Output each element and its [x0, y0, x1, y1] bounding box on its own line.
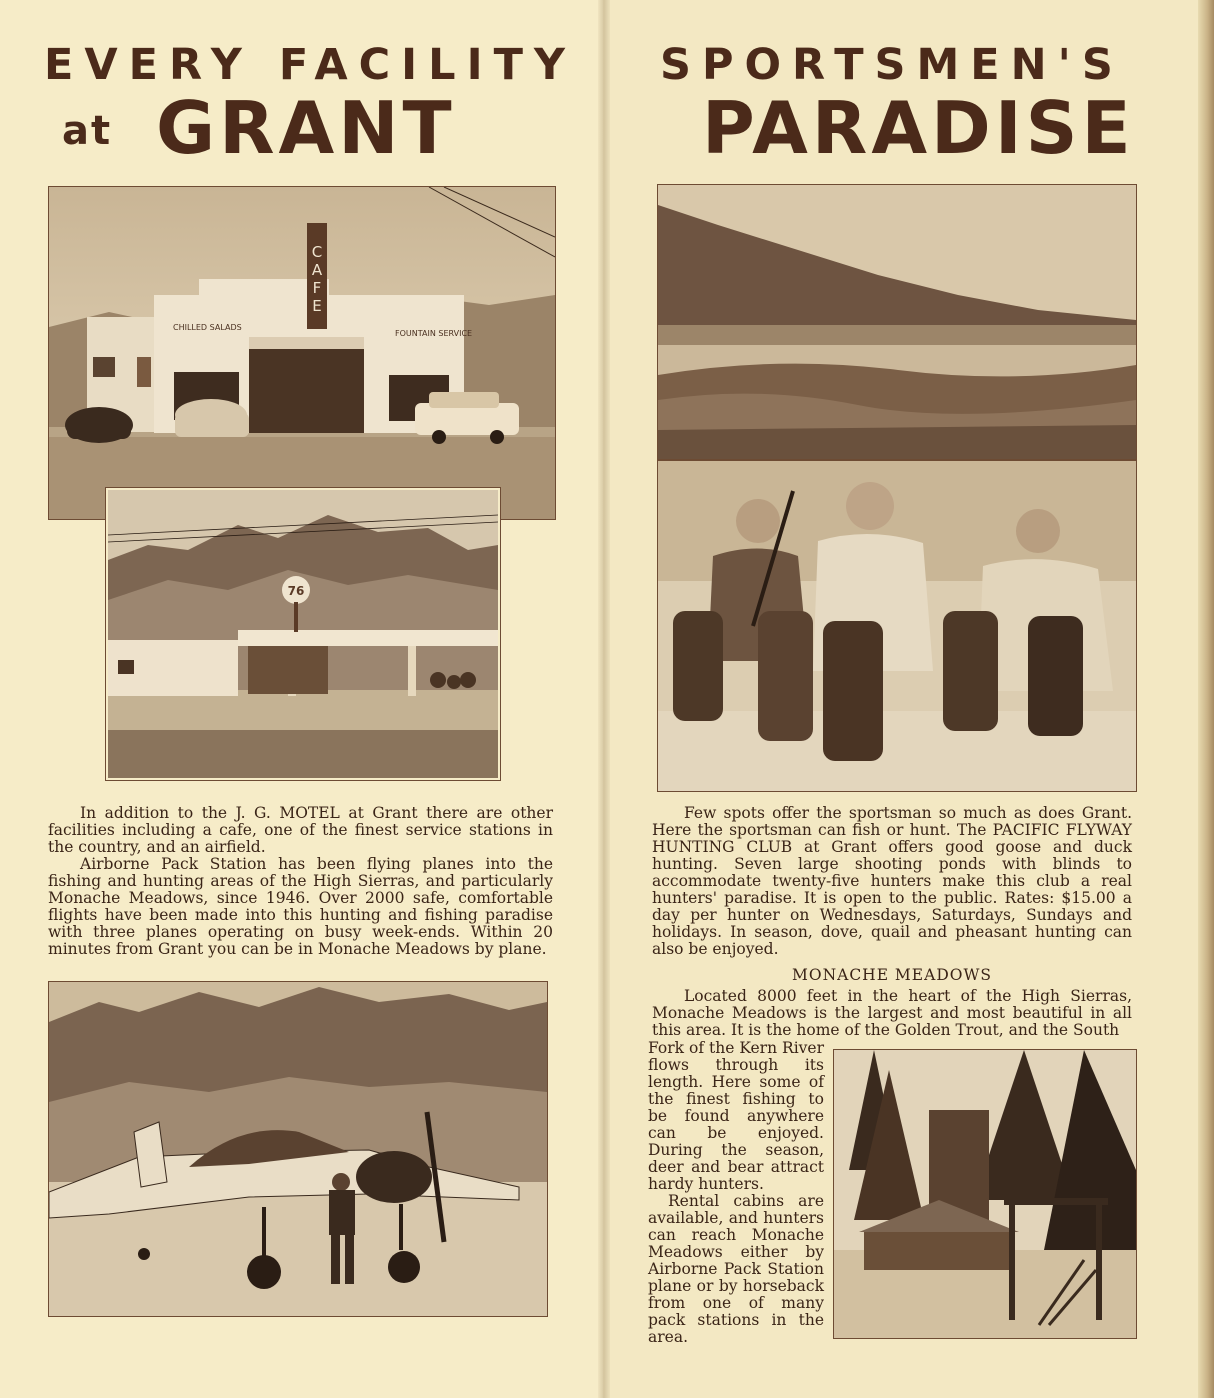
left-paragraph-1: In addition to the J. G. MOTEL at Grant there are other facilities including a cafe, one of the finest service stations in the country, and an airfield.: [48, 804, 553, 856]
cafe-photo: [48, 186, 556, 520]
monache-wrap-text: [648, 1040, 824, 1346]
airplane-photo: [48, 981, 548, 1317]
page-fold: [598, 0, 610, 1398]
monache-intro: [652, 988, 1132, 1039]
cafe-sign-right: FOUNTAIN SERVICE: [395, 329, 473, 338]
monache-wrap-paragraph: Fork of the Kern River flows through its length. Here some of the finest fishing to be found anywhere can be enjoyed. During the season, deer and bear attract hardy hunters.: [648, 1039, 824, 1193]
left-heading-line2: GRANT: [156, 86, 456, 170]
left-heading-at: at: [62, 108, 113, 154]
forest-cabin-photo: [833, 1049, 1137, 1339]
station-76-sign: 76: [287, 584, 305, 598]
cafe-vertical-sign: C A F E: [311, 243, 323, 315]
left-body-text: [48, 805, 553, 958]
page-edge: [1198, 0, 1214, 1398]
monache-cabins-paragraph: Rental cabins are available, and hunters can reach Monache Meadows either by Airborne Pack Station plane or by horseback from one of many pack stations in the area.: [648, 1192, 824, 1346]
right-heading-line2: PARADISE: [702, 86, 1135, 170]
right-body-text: [652, 805, 1132, 958]
monache-subheading: MONACHE MEADOWS: [791, 966, 993, 984]
right-heading-line1: SPORTSMEN'S: [660, 40, 1124, 90]
hunters-photo: [657, 460, 1137, 792]
left-paragraph-2: Airborne Pack Station has been flying planes into the fishing and hunting areas of the High Sierras, and particularly Monache Meadows, since 1946. Over 2000 safe, comfortable flights have been made into this hunting and fishing paradise with three planes operating on busy week-ends. Within 20 minutes from Grant you can be in Monache Meadows by plane.: [48, 855, 553, 958]
marsh-lake-photo: [657, 184, 1137, 460]
left-heading-line1: EVERY FACILITY: [44, 40, 577, 90]
service-station-photo: [106, 488, 500, 780]
right-paragraph: Few spots offer the sportsman so much as does Grant. Here the sportsman can fish or hunt. The PACIFIC FLYWAY HUNTING CLUB at Grant offers good goose and duck hunting. Seven large shooting ponds with blinds to accommodate twenty-five hunters make this club a real hunters' paradise. It is open to the public. Rates: $15.00 a day per hunter on Wednesdays, Saturdays, Sundays and holidays. In season, dove, quail and pheasant hunting can also be enjoyed.: [652, 804, 1132, 958]
cafe-sign-left: CHILLED SALADS: [173, 323, 242, 332]
monache-intro-text: Located 8000 feet in the heart of the High Sierras, Monache Meadows is the largest and most beautiful in all this area. It is the home of the Golden Trout, and the South: [652, 987, 1132, 1039]
